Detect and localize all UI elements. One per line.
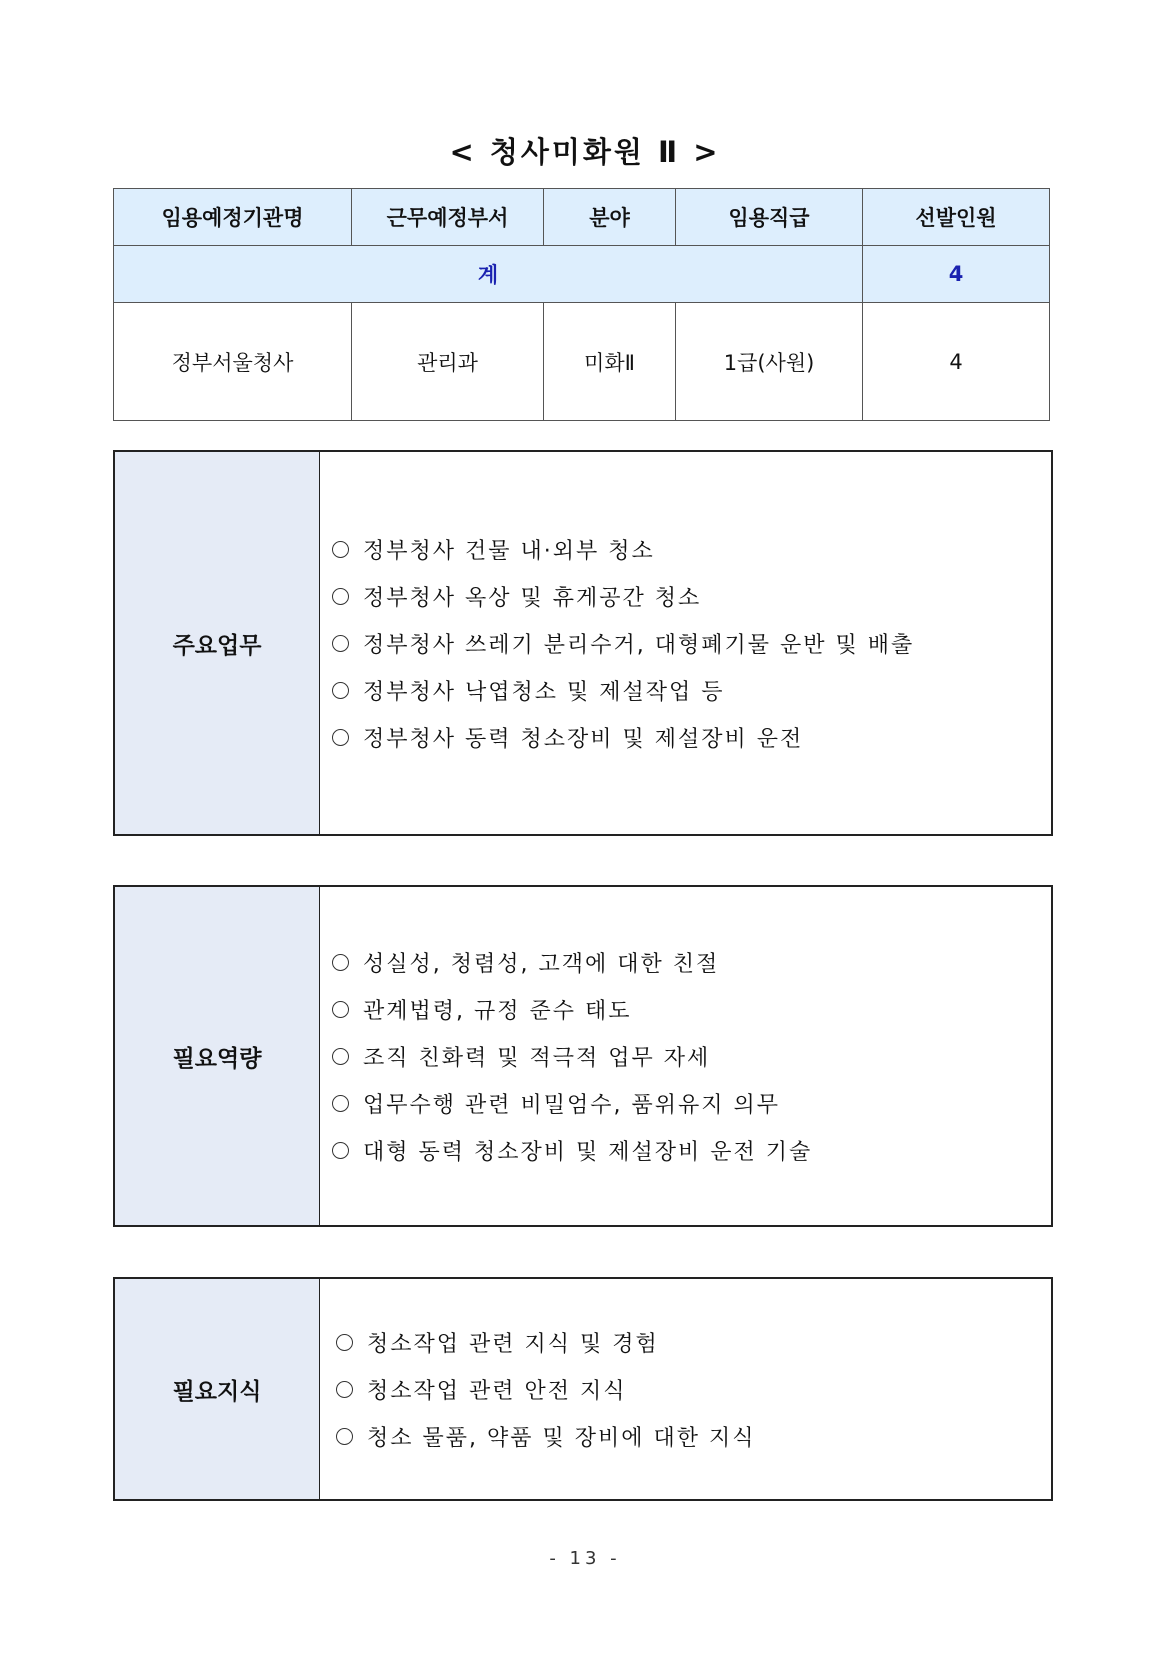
total-label: 계 bbox=[114, 246, 863, 303]
circle-bullet-icon bbox=[336, 1334, 353, 1351]
table-row bbox=[114, 303, 1050, 421]
section-items bbox=[320, 1279, 1051, 1499]
circle-bullet-icon bbox=[332, 954, 349, 971]
main-duties-section bbox=[113, 450, 1053, 836]
list-item bbox=[332, 573, 1051, 620]
list-item bbox=[332, 526, 1051, 573]
cell-field: 미화Ⅱ bbox=[544, 303, 676, 421]
total-count: 4 bbox=[863, 246, 1050, 303]
total-row bbox=[114, 246, 1050, 303]
section-items bbox=[320, 887, 1051, 1225]
circle-bullet-icon bbox=[332, 588, 349, 605]
cell-department: 관리과 bbox=[352, 303, 544, 421]
item-text: 청소작업 관련 지식 및 경험 bbox=[367, 1331, 659, 1357]
list-item bbox=[332, 620, 1051, 667]
header-department: 근무예정부서 bbox=[352, 189, 544, 246]
cell-headcount: 4 bbox=[863, 303, 1050, 421]
header-headcount: 선발인원 bbox=[863, 189, 1050, 246]
cell-grade: 1급(사원) bbox=[676, 303, 863, 421]
list-item bbox=[336, 1366, 1051, 1413]
circle-bullet-icon bbox=[332, 729, 349, 746]
list-item bbox=[332, 939, 1051, 986]
item-text: 정부청사 건물 내·외부 청소 bbox=[363, 538, 655, 564]
circle-bullet-icon bbox=[332, 541, 349, 558]
page-number: - 13 - bbox=[549, 1548, 621, 1569]
item-text: 조직 친화력 및 적극적 업무 자세 bbox=[363, 1045, 711, 1071]
item-text: 청소 물품, 약품 및 장비에 대한 지식 bbox=[367, 1425, 756, 1451]
circle-bullet-icon bbox=[332, 1142, 349, 1159]
table-header-row bbox=[114, 189, 1050, 246]
item-text: 정부청사 쓰레기 분리수거, 대형폐기물 운반 및 배출 bbox=[363, 632, 915, 658]
header-field: 분야 bbox=[544, 189, 676, 246]
circle-bullet-icon bbox=[336, 1381, 353, 1398]
section-label: 필요역량 bbox=[115, 887, 320, 1225]
item-text: 청소작업 관련 안전 지식 bbox=[367, 1378, 627, 1404]
circle-bullet-icon bbox=[332, 635, 349, 652]
required-competencies-section bbox=[113, 885, 1053, 1227]
item-text: 관계법령, 규정 준수 태도 bbox=[363, 998, 632, 1024]
section-items bbox=[320, 452, 1051, 834]
cell-agency: 정부서울청사 bbox=[114, 303, 352, 421]
circle-bullet-icon bbox=[332, 1048, 349, 1065]
page-title: < 청사미화원 Ⅱ > bbox=[449, 135, 721, 169]
item-text: 정부청사 동력 청소장비 및 제설장비 운전 bbox=[363, 726, 804, 752]
item-text: 정부청사 낙엽청소 및 제설작업 등 bbox=[363, 679, 725, 705]
item-text: 대형 동력 청소장비 및 제설장비 운전 기술 bbox=[363, 1139, 813, 1165]
circle-bullet-icon bbox=[336, 1428, 353, 1445]
list-item bbox=[332, 714, 1051, 761]
list-item bbox=[336, 1319, 1051, 1366]
recruitment-summary-table bbox=[113, 188, 1050, 421]
section-label: 필요지식 bbox=[115, 1279, 320, 1499]
list-item bbox=[332, 1080, 1051, 1127]
list-item bbox=[332, 1127, 1051, 1174]
circle-bullet-icon bbox=[332, 1095, 349, 1112]
list-item bbox=[332, 667, 1051, 714]
list-item bbox=[332, 1033, 1051, 1080]
header-grade: 임용직급 bbox=[676, 189, 863, 246]
item-text: 성실성, 청렴성, 고객에 대한 친절 bbox=[363, 951, 720, 977]
item-text: 정부청사 옥상 및 휴게공간 청소 bbox=[363, 585, 702, 611]
list-item bbox=[336, 1413, 1051, 1460]
header-agency: 임용예정기관명 bbox=[114, 189, 352, 246]
section-label: 주요업무 bbox=[115, 452, 320, 834]
list-item bbox=[332, 986, 1051, 1033]
circle-bullet-icon bbox=[332, 682, 349, 699]
circle-bullet-icon bbox=[332, 1001, 349, 1018]
item-text: 업무수행 관련 비밀엄수, 품위유지 의무 bbox=[363, 1092, 780, 1118]
required-knowledge-section bbox=[113, 1277, 1053, 1501]
